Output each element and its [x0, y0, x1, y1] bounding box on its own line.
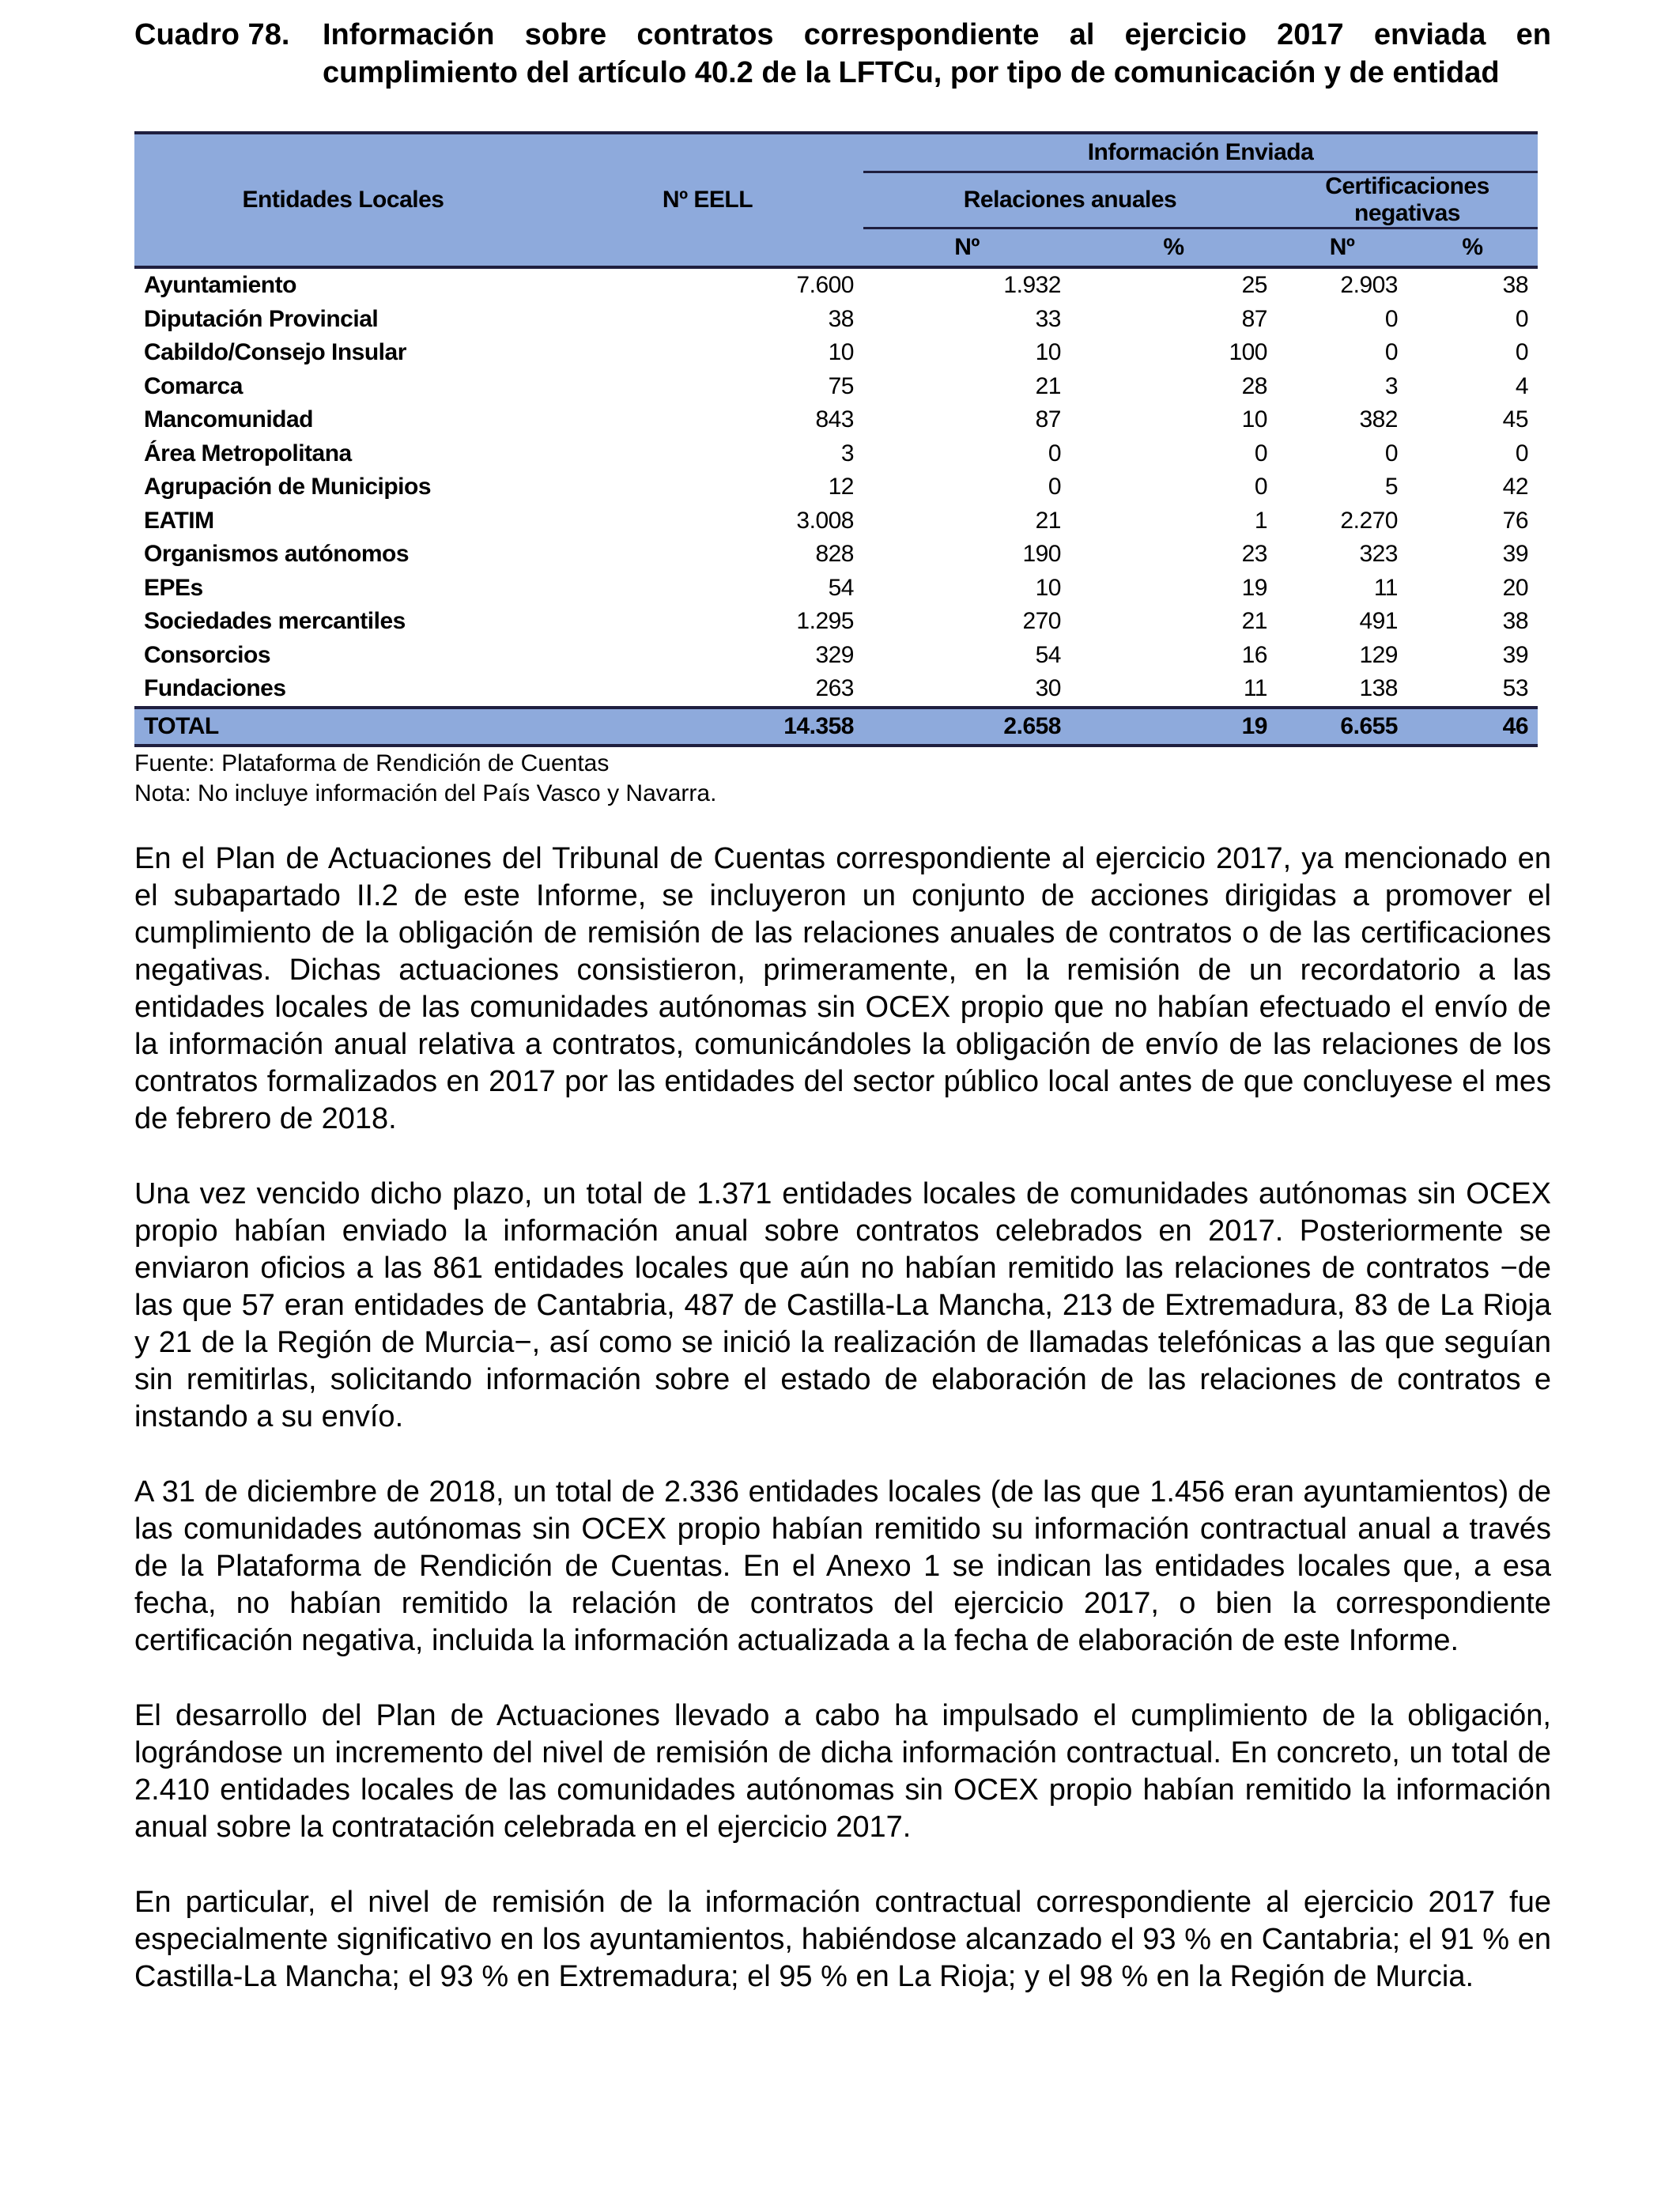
body-paragraph: En particular, el nivel de remisión de la información contractual correspondiente al ejercicio 2017 fue especialmente significativo en los ayuntamientos, habiéndose alcanzado el 93 % en Cantabria; el 91 % en Castilla-La Mancha; el 93 % en Extremadura; el 95 % en La Rioja; y el 98 % en la Región de Murcia. — [134, 1885, 1551, 1993]
row-eell: 38 — [828, 305, 854, 332]
caption-label: Cuadro 78. — [134, 18, 290, 51]
row-cert-n: 2.270 — [1340, 507, 1398, 534]
row-eell: 1.295 — [796, 608, 854, 635]
row-name: Comarca — [144, 372, 243, 399]
row-cert-n: 3 — [1384, 372, 1398, 399]
table-row — [134, 538, 1538, 572]
header-certificaciones-negativas: Certificaciones negativas — [1277, 172, 1538, 228]
row-cert-n: 323 — [1359, 541, 1398, 568]
row-rel-pct: 11 — [1243, 675, 1267, 702]
row-rel-pct: 28 — [1241, 372, 1267, 399]
row-rel-n: 21 — [1035, 372, 1061, 399]
row-cert-n: 5 — [1384, 474, 1398, 500]
header-eell: Nº EELL — [552, 133, 863, 267]
header-relaciones-anuales: Relaciones anuales — [863, 172, 1277, 228]
row-name: Ayuntamiento — [144, 272, 296, 299]
row-cert-n: 0 — [1384, 339, 1398, 366]
caption-title: Información sobre contratos correspondiente al ejercicio 2017 enviada en cumplimiento del artículo 40.2 de la LFTCu, por tipo de comunicación y de entidad — [323, 18, 1551, 89]
body-paragraph: El desarrollo del Plan de Actuaciones llevado a cabo ha impulsado el cumplimiento de la obligación, lográndose un incremento del nivel de remisión de dicha información contractual. En concreto, un total de 2.410 entidades locales de las comunidades autónomas sin OCEX propio habían remitido la información anual sobre la contratación celebrada en el ejercicio 2017. — [134, 1698, 1551, 1844]
row-rel-pct: 0 — [1254, 474, 1267, 500]
total-row — [134, 708, 1538, 746]
row-eell: 843 — [815, 406, 854, 433]
row-rel-n: 30 — [1035, 675, 1061, 702]
row-rel-pct: 87 — [1241, 305, 1267, 332]
header-entidades: Entidades Locales — [134, 133, 552, 267]
row-rel-n: 10 — [1035, 339, 1061, 366]
row-eell: 329 — [815, 641, 854, 668]
row-eell: 3 — [840, 440, 854, 466]
total-name: TOTAL — [134, 708, 552, 746]
row-cert-pct: 76 — [1502, 507, 1529, 534]
table-row — [134, 336, 1538, 370]
row-name: Mancomunidad — [144, 406, 314, 433]
row-name: Diputación Provincial — [144, 305, 379, 332]
body-paragraph: Una vez vencido dicho plazo, un total de 1.371 entidades locales de comunidades autónomas sin OCEX propio habían enviado la información anual sobre contratos celebrados en 2017. Posteriormente se enviaron oficios a las 861 entidades locales que aún no habían remitido las relaciones de contratos −de las que 57 eran entidades de Cantabria, 487 de Castilla-La Mancha, 213 de Extremadura, 83 de La Rioja y 21 de la Región de Murcia−, así como se inició la realización de llamadas telefónicas a las que seguían sin remitirlas, solicitando información sobre el estado de elaboración de las relaciones de contratos e instando a su envío. — [134, 1176, 1551, 1433]
row-rel-pct: 10 — [1241, 406, 1267, 433]
row-rel-pct: 23 — [1241, 541, 1267, 568]
row-rel-n: 270 — [1022, 608, 1061, 635]
row-eell: 828 — [815, 541, 854, 568]
row-cert-n: 491 — [1359, 608, 1398, 635]
row-rel-pct: 0 — [1254, 440, 1267, 466]
row-name: EPEs — [144, 574, 203, 601]
row-cert-n: 138 — [1359, 675, 1398, 702]
row-eell: 7.600 — [796, 272, 854, 299]
row-rel-pct: 16 — [1241, 641, 1267, 668]
row-cert-n: 129 — [1359, 641, 1398, 668]
row-cert-pct: 0 — [1515, 305, 1529, 332]
row-name: Consorcios — [144, 641, 271, 668]
table-row — [134, 370, 1538, 404]
table-row — [134, 267, 1538, 303]
exclusion-note: Nota: No incluye información del País Vasco y Navarra. — [134, 780, 717, 806]
table-row — [134, 672, 1538, 708]
total-rel-n: 2.658 — [863, 708, 1070, 746]
table-row — [134, 303, 1538, 337]
row-rel-n: 10 — [1035, 574, 1061, 601]
row-name: Cabildo/Consejo Insular — [144, 339, 406, 366]
row-rel-n: 87 — [1035, 406, 1061, 433]
row-cert-pct: 0 — [1515, 339, 1529, 366]
header-cert-n: Nº — [1277, 228, 1407, 268]
row-cert-pct: 38 — [1502, 608, 1529, 635]
row-eell: 10 — [828, 339, 854, 366]
source-note: Fuente: Plataforma de Rendición de Cuentas — [134, 750, 610, 776]
row-name: Fundaciones — [144, 675, 286, 702]
table-caption — [134, 16, 1551, 92]
row-eell: 12 — [828, 474, 854, 500]
row-cert-n: 11 — [1373, 574, 1398, 601]
total-cert-pct: 46 — [1407, 708, 1538, 746]
row-cert-pct: 39 — [1502, 641, 1529, 668]
table-row — [134, 403, 1538, 437]
row-cert-n: 0 — [1384, 440, 1398, 466]
total-eell: 14.358 — [552, 708, 863, 746]
row-rel-n: 21 — [1035, 507, 1061, 534]
row-cert-pct: 39 — [1502, 541, 1529, 568]
table-row — [134, 437, 1538, 471]
row-name: EATIM — [144, 507, 214, 534]
row-eell: 54 — [828, 574, 854, 601]
table-row — [134, 572, 1538, 606]
table-row — [134, 470, 1538, 504]
table-row — [134, 504, 1538, 538]
row-rel-pct: 19 — [1241, 574, 1267, 601]
row-name: Área Metropolitana — [144, 440, 352, 466]
row-cert-pct: 42 — [1502, 474, 1529, 500]
row-rel-pct: 25 — [1241, 272, 1267, 299]
row-cert-pct: 45 — [1502, 406, 1529, 433]
row-cert-pct: 53 — [1502, 675, 1529, 702]
row-cert-pct: 20 — [1502, 574, 1529, 601]
row-rel-pct: 21 — [1241, 608, 1267, 635]
header-cert-pct: % — [1407, 228, 1538, 268]
row-cert-n: 2.903 — [1340, 272, 1398, 299]
header-rel-pct: % — [1070, 228, 1277, 268]
table-notes — [134, 749, 1551, 809]
contracts-table — [134, 131, 1538, 747]
row-eell: 263 — [815, 675, 854, 702]
header-informacion-enviada: Información Enviada — [863, 133, 1538, 172]
row-rel-n: 190 — [1022, 541, 1061, 568]
header-rel-n: Nº — [863, 228, 1070, 268]
row-name: Agrupación de Municipios — [144, 474, 432, 500]
row-eell: 75 — [828, 372, 854, 399]
row-eell: 3.008 — [796, 507, 854, 534]
row-rel-pct: 100 — [1229, 339, 1267, 366]
row-rel-n: 54 — [1035, 641, 1061, 668]
row-rel-n: 0 — [1048, 474, 1061, 500]
row-cert-pct: 4 — [1515, 372, 1529, 399]
body-paragraph: En el Plan de Actuaciones del Tribunal de Cuentas correspondiente al ejercicio 2017, ya mencionado en el subapartado II.2 de este Informe, se incluyeron un conjunto de acciones dirigidas a promover el cumplimiento de la obligación de remisión de las relaciones anuales de contratos o de las certificaciones negativas. Dichas actuaciones consistieron, primeramente, en la remisión de un recordatorio a las entidades locales de las comunidades autónomas sin OCEX propio que no habían efectuado el envío de la información anual relativa a contratos, comunicándoles la obligación de envío de las relaciones de los contratos formalizados en 2017 por las entidades del sector público local antes de que concluyese el mes de febrero de 2018. — [134, 841, 1551, 1135]
row-name: Organismos autónomos — [144, 541, 410, 568]
row-rel-n: 33 — [1035, 305, 1061, 332]
total-rel-pct: 19 — [1070, 708, 1277, 746]
row-rel-n: 0 — [1048, 440, 1061, 466]
row-name: Sociedades mercantiles — [144, 608, 406, 635]
table-row — [134, 639, 1538, 673]
body-paragraph: A 31 de diciembre de 2018, un total de 2.336 entidades locales (de las que 1.456 eran ayuntamientos) de las comunidades autónomas sin OCEX propio habían remitido su información contractual anual a través de la Plataforma de Rendición de Cuentas. En el Anexo 1 se indican las entidades locales que, a esa fecha, no habían remitido la relación de contratos del ejercicio 2017, o bien la correspondiente certificación negativa, incluida la información actualizada a la fecha de elaboración de este Informe. — [134, 1475, 1551, 1657]
row-cert-n: 382 — [1359, 406, 1398, 433]
row-rel-pct: 1 — [1254, 507, 1267, 534]
row-cert-pct: 38 — [1502, 272, 1529, 299]
row-cert-pct: 0 — [1515, 440, 1529, 466]
table-row — [134, 605, 1538, 639]
document-page — [134, 16, 1551, 1996]
row-cert-n: 0 — [1384, 305, 1398, 332]
row-rel-n: 1.932 — [1003, 272, 1061, 299]
total-cert-n: 6.655 — [1277, 708, 1407, 746]
